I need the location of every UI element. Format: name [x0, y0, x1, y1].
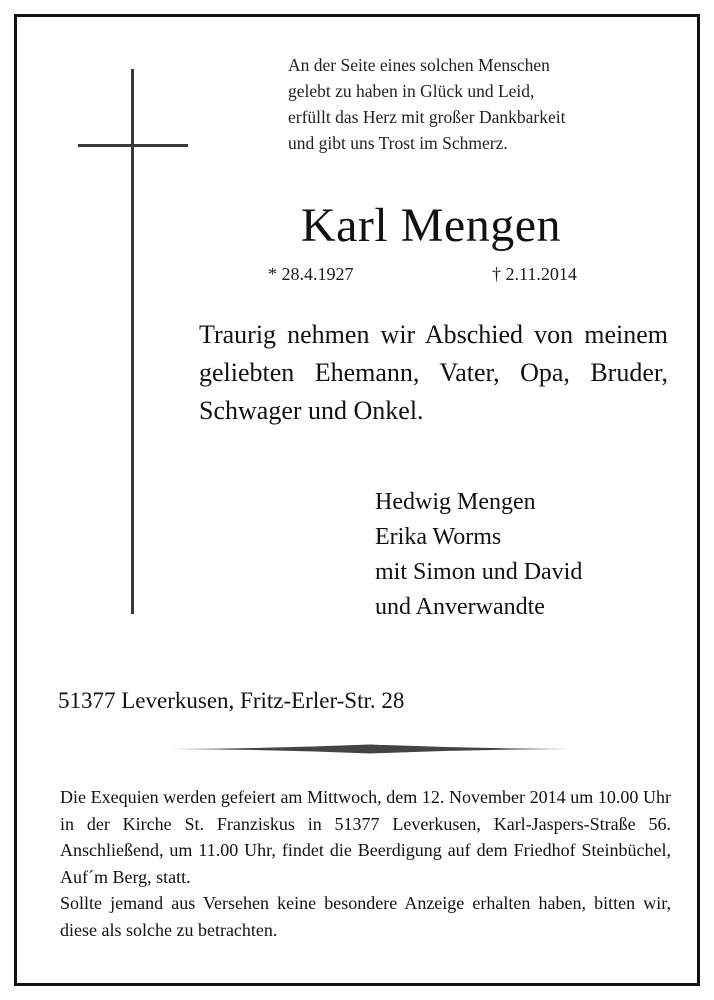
motto-line: und gibt uns Trost im Schmerz.: [288, 133, 508, 153]
ornamental-divider: [170, 744, 570, 754]
signer: und Anverwandte: [375, 594, 545, 620]
notice-disclaimer: Sollte jemand aus Versehen keine besondere Anzeige erhalten haben, bitten wir, diese als solche zu betrachten.: [60, 893, 671, 940]
cross-icon-vertical: [131, 69, 134, 614]
signer: Erika Worms: [375, 524, 502, 550]
cross-icon-horizontal: [78, 144, 188, 147]
funeral-notice: [60, 784, 671, 943]
deceased-name: Karl Mengen: [300, 199, 562, 252]
motto-line: erfüllt das Herz mit großer Dankbarkeit: [288, 107, 566, 127]
family-address: 51377 Leverkusen, Fritz-Erler-Str. 28: [58, 688, 405, 713]
motto-line: An der Seite eines solchen Menschen: [288, 55, 550, 75]
signer: Hedwig Mengen: [375, 489, 536, 515]
funeral-details: Die Exequien werden gefeiert am Mittwoch, dem 12. November 2014 um 10.00 Uhr in der Kirche St. Franziskus in 51377 Leverkusen, Karl-Jaspers-Straße 56. Anschließend, um 11.00 Uhr, findet die Beerdigung auf dem Friedhof Steinbüchel, Auf´m Berg, statt.: [60, 787, 671, 887]
birth-date: * 28.4.1927: [268, 264, 354, 284]
death-date: † 2.11.2014: [492, 264, 577, 284]
signer: mit Simon und David: [375, 559, 583, 585]
motto-verse: [288, 52, 618, 156]
signers-list: [375, 485, 582, 625]
mourning-text: Traurig nehmen wir Abschied von meinem geliebten Ehemann, Vater, Opa, Bruder, Schwager und Onkel.: [199, 320, 668, 425]
motto-line: gelebt zu haben in Glück und Leid,: [288, 81, 535, 101]
